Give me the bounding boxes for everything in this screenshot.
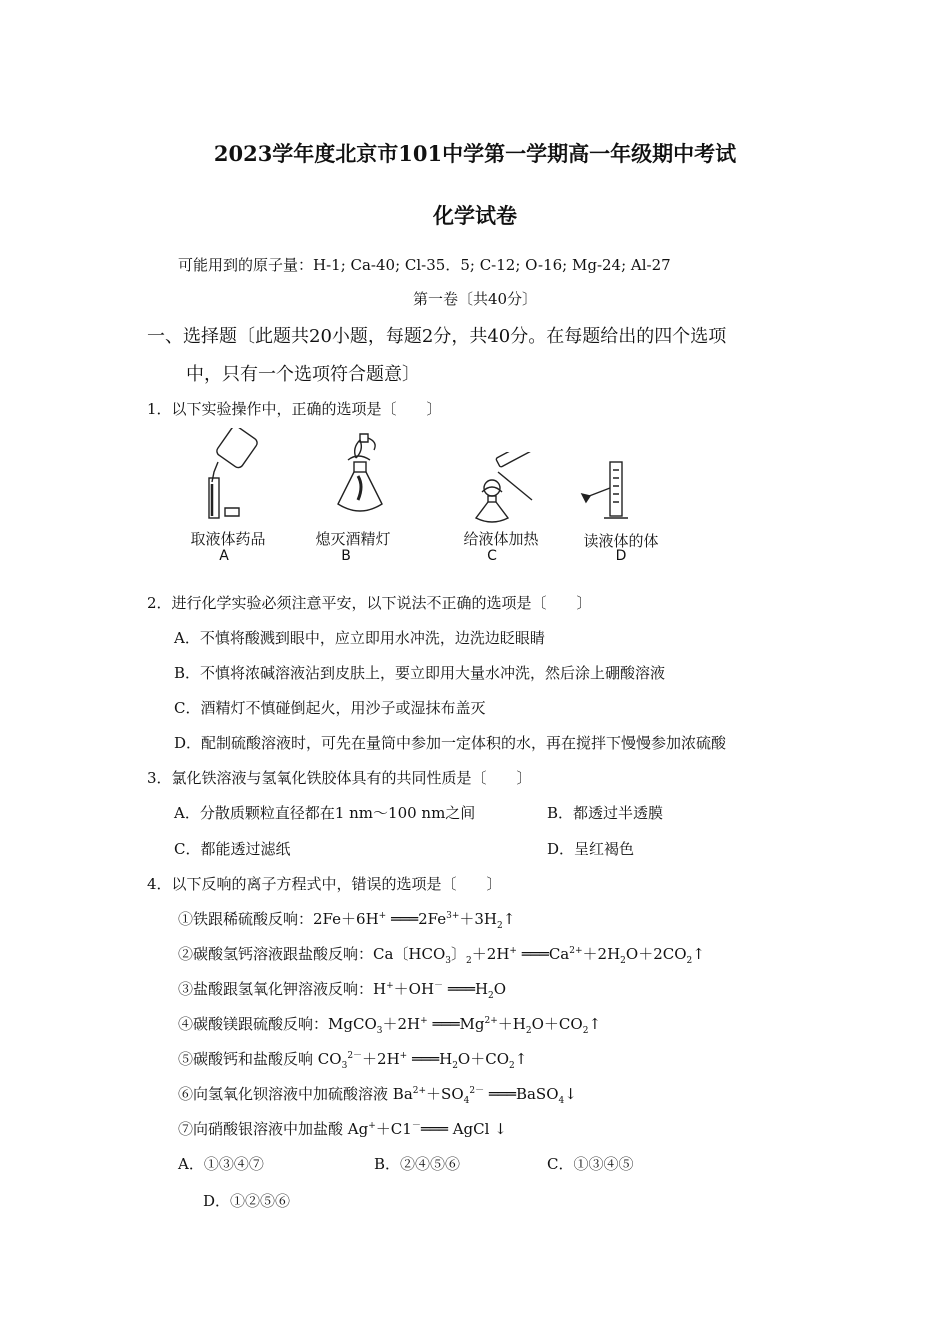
q3-stem: 3．氯化铁溶液与氢氧化铁胶体具有的共同性质是〔 〕: [147, 769, 532, 787]
figure-a-letter: A: [219, 548, 229, 564]
atomic-masses: 可能用到的原子量：H-1; Ca-40; Cl-35．5; C-12; O-16; Mg-24; Al-27: [178, 256, 671, 274]
q2-option-b: B．不慎将浓碱溶液沾到皮肤上，要立即用大量水冲洗，然后涂上硼酸溶液: [174, 664, 666, 682]
q4-option-b: B．②④⑤⑥: [374, 1155, 461, 1173]
paper-subtitle: 化学试卷: [433, 203, 517, 228]
q4-stem: 4．以下反响的离子方程式中，错误的选项是〔 〕: [147, 875, 502, 893]
volume-title: 第一卷〔共40分〕: [412, 290, 538, 308]
figure-a-caption: 取液体药品: [190, 530, 266, 548]
q4-equation-1: ①铁跟稀硫酸反响：2Fe＋6H+ $═══2Fe^{3+}+3H_2↑$: [178, 910, 516, 931]
q4-option-a: A．①③④⑦: [178, 1155, 264, 1173]
q2-stem: 2．进行化学实验必须注意平安，以下说法不正确的选项是〔 〕: [147, 594, 592, 612]
q1-stem: 1．以下实验操作中，正确的选项是〔 〕: [147, 400, 442, 418]
q3-option-a: A．分散质颗粒直径都在1 nm～100 nm之间: [174, 804, 476, 822]
q4-equation-2: ②碳酸氢钙溶液跟盐酸反响：Ca〔$HCO_3$〕$_2$＋2H+ $═══Ca^{2+}+2H_2O+2CO_2↑$: [178, 945, 705, 966]
figure-d-letter: D: [615, 548, 627, 564]
section-heading-line2: 中，只有一个选项符合题意〕: [186, 364, 420, 385]
figure-d-cylinder: [580, 458, 636, 524]
q4-equation-6: ⑥向氢氧化钡溶液中加硫酸溶液 $Ba^{2+}+SO_4^{2-}$ ═══BaSO$_4$↓: [178, 1085, 577, 1106]
q4-option-c: C．①③④⑤: [547, 1155, 634, 1173]
section-heading-line1: 一、选择题〔此题共20小题，每题2分，共40分。在每题给出的四个选项: [147, 326, 727, 347]
figure-d-caption: 读液体的体: [583, 532, 659, 550]
figure-a-pouring: [192, 428, 262, 524]
q2-option-a: A．不慎将酸溅到眼中，应立即用水冲洗，边洗边眨眼睛: [174, 629, 545, 647]
q3-option-d: D．呈红褐色: [547, 840, 635, 858]
q4-equation-3: ③盐酸跟氢氧化钾溶液反响：H+＋OH－ $═══H_2O$: [178, 980, 507, 1001]
figure-b-letter: B: [341, 548, 351, 564]
figure-c-caption: 给液体加热: [463, 530, 539, 548]
q2-option-c: C．酒精灯不慎碰倒起火，用沙子或湿抹布盖灭: [174, 699, 486, 717]
q4-equation-7: ⑦向硝酸银溶液中加盐酸 Ag+＋C1－═══ AgCl ↓: [178, 1120, 507, 1138]
figure-b-lamp: [328, 432, 392, 524]
q3-option-c: C．都能透过滤纸: [174, 840, 291, 858]
q3-option-b: B．都透过半透膜: [547, 804, 664, 822]
q4-equation-5: ⑤碳酸钙和盐酸反响 $CO_3^{2-}+2H^+$ $═══H_2O+CO_2↑$: [178, 1050, 528, 1071]
q4-equation-4: ④碳酸镁跟硫酸反响：MgCO$_3$＋2H+ $═══Mg^{2+}+H_2O+CO_2↑$: [178, 1015, 602, 1036]
figure-c-letter: C: [487, 548, 497, 564]
figure-b-caption: 熄灭酒精灯: [315, 530, 391, 548]
exam-title: 2023学年度北京市101中学第一学期高一年级期中考试: [213, 141, 737, 166]
q2-option-d: D．配制硫酸溶液时，可先在量筒中参加一定体积的水，再在搅拌下慢慢参加浓硫酸: [174, 734, 727, 752]
q4-option-d: D．①②⑤⑥: [203, 1192, 291, 1210]
figure-c-heating: [468, 452, 544, 524]
